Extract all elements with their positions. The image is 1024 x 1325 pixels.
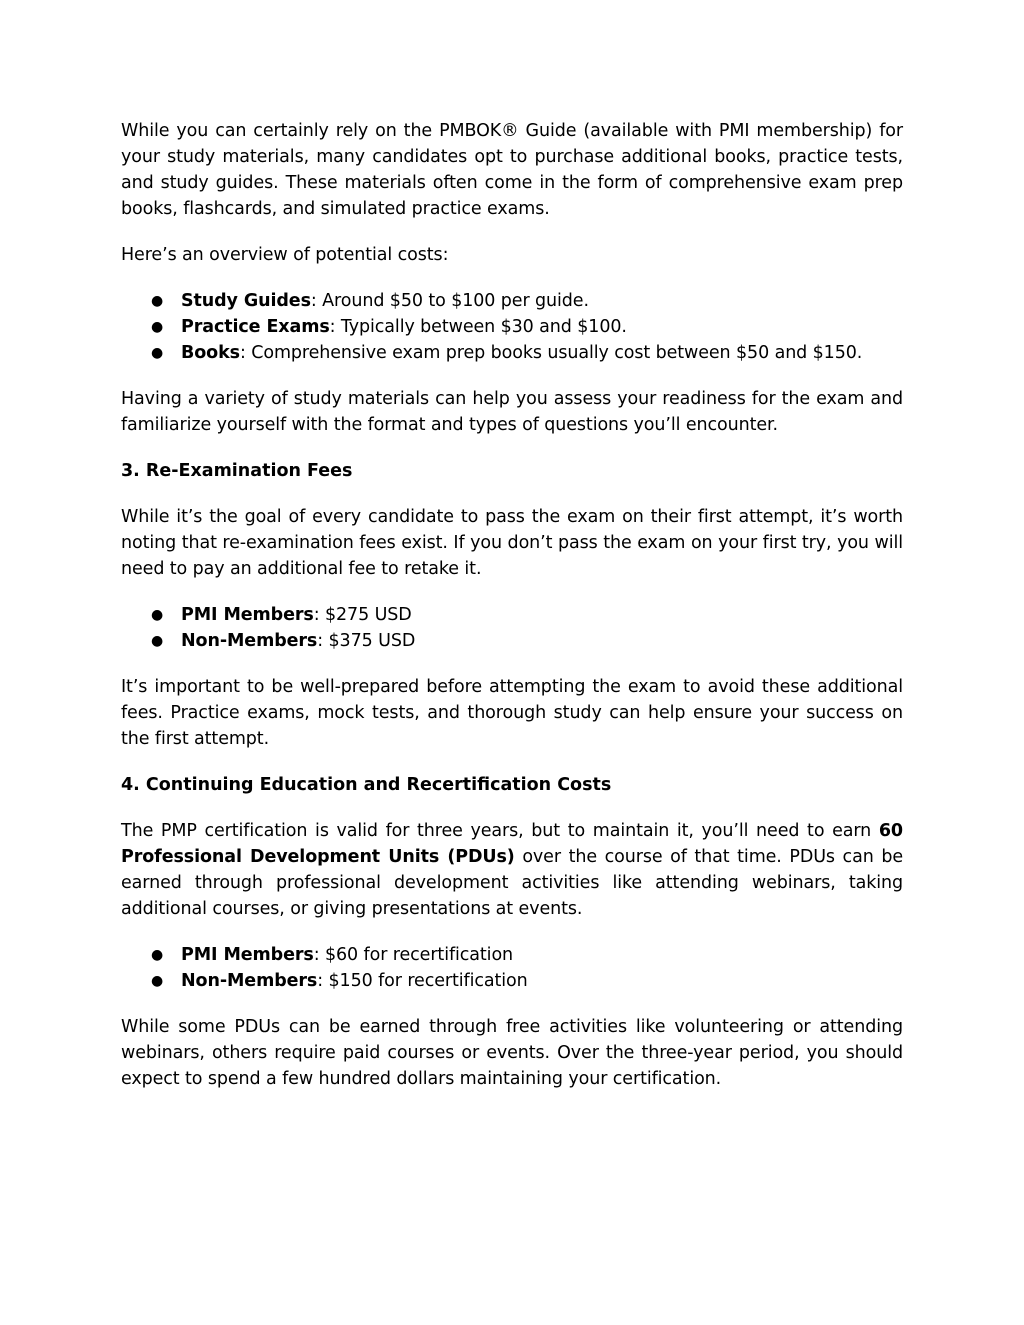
reexam-fee-list: [121, 602, 903, 654]
costs-list: [121, 288, 903, 366]
paragraph-variety: Having a variety of study materials can help you assess your readiness for the exam and familiarize yourself with the format and types of questions you’ll encounter.: [121, 389, 903, 435]
list-item: [121, 288, 903, 314]
list-item-text: : $150 for recertification: [317, 971, 528, 991]
bullet-icon: ●: [151, 633, 164, 649]
list-item-text: : $60 for recertification: [313, 945, 514, 965]
list-item: [121, 602, 903, 628]
list-item-term: Books: [181, 343, 240, 363]
list-item-term: Non-Members: [181, 971, 318, 991]
list-item-term: Practice Exams: [181, 317, 330, 337]
bullet-icon: ●: [151, 607, 164, 623]
list-item: [121, 968, 903, 994]
pdu-text-after: over the course of that time. PDUs can be earned through professional development activities like attending webinars, taking additional courses, or giving presentations at events.: [121, 847, 903, 919]
list-item-text: : $275 USD: [313, 605, 412, 625]
list-item: [121, 314, 903, 340]
document-page: [121, 118, 903, 1092]
list-item-term: Study Guides: [181, 291, 311, 311]
pdu-text-before: The PMP certification is valid for three years, but to maintain it, you’ll need to earn: [121, 821, 879, 841]
list-item-term: PMI Members: [181, 945, 314, 965]
list-item-term: Non-Members: [181, 631, 318, 651]
bullet-icon: ●: [151, 973, 164, 989]
list-item-text: : Typically between $30 and $100.: [329, 317, 627, 337]
list-item: [121, 628, 903, 654]
bullet-icon: ●: [151, 345, 164, 361]
paragraph-pdu-costs: While some PDUs can be earned through free activities like volunteering or attending webinars, others require paid courses or events. Over the three-year period, you should expect to spend a few hundred dollars maintaining your certification.: [121, 1017, 903, 1089]
list-item-text: : Around $50 to $100 per guide.: [310, 291, 589, 311]
list-item: [121, 942, 903, 968]
section-heading-recertification: 4. Continuing Education and Recertification Costs: [121, 775, 612, 795]
list-item-text: : $375 USD: [317, 631, 416, 651]
list-item: [121, 340, 903, 366]
recert-fee-list: [121, 942, 903, 994]
section-heading-reexam: 3. Re-Examination Fees: [121, 461, 353, 481]
paragraph-costs-intro: Here’s an overview of potential costs:: [121, 245, 449, 265]
bullet-icon: ●: [151, 293, 164, 309]
paragraph-reexam: While it’s the goal of every candidate to pass the exam on their first attempt, it’s worth noting that re-examination fees exist. If you don’t pass the exam on your first try, you will need to pay an additional fee to retake it.: [121, 507, 903, 579]
paragraph-well-prepared: It’s important to be well-prepared before attempting the exam to avoid these additional fees. Practice exams, mock tests, and thorough study can help ensure your success on the first attempt.: [121, 677, 903, 749]
bullet-icon: ●: [151, 319, 164, 335]
pdu-bold-text: 60 Professional Development Units (PDUs): [121, 821, 903, 867]
bullet-icon: ●: [151, 947, 164, 963]
list-item-term: PMI Members: [181, 605, 314, 625]
paragraph-pdus: [121, 818, 903, 922]
list-item-text: : Comprehensive exam prep books usually cost between $50 and $150.: [239, 343, 863, 363]
paragraph-study-materials: While you can certainly rely on the PMBOK® Guide (available with PMI membership) for your study materials, many candidates opt to purchase additional books, practice tests, and study guides. These materials often come in the form of comprehensive exam prep books, flashcards, and simulated practice exams.: [121, 121, 903, 219]
